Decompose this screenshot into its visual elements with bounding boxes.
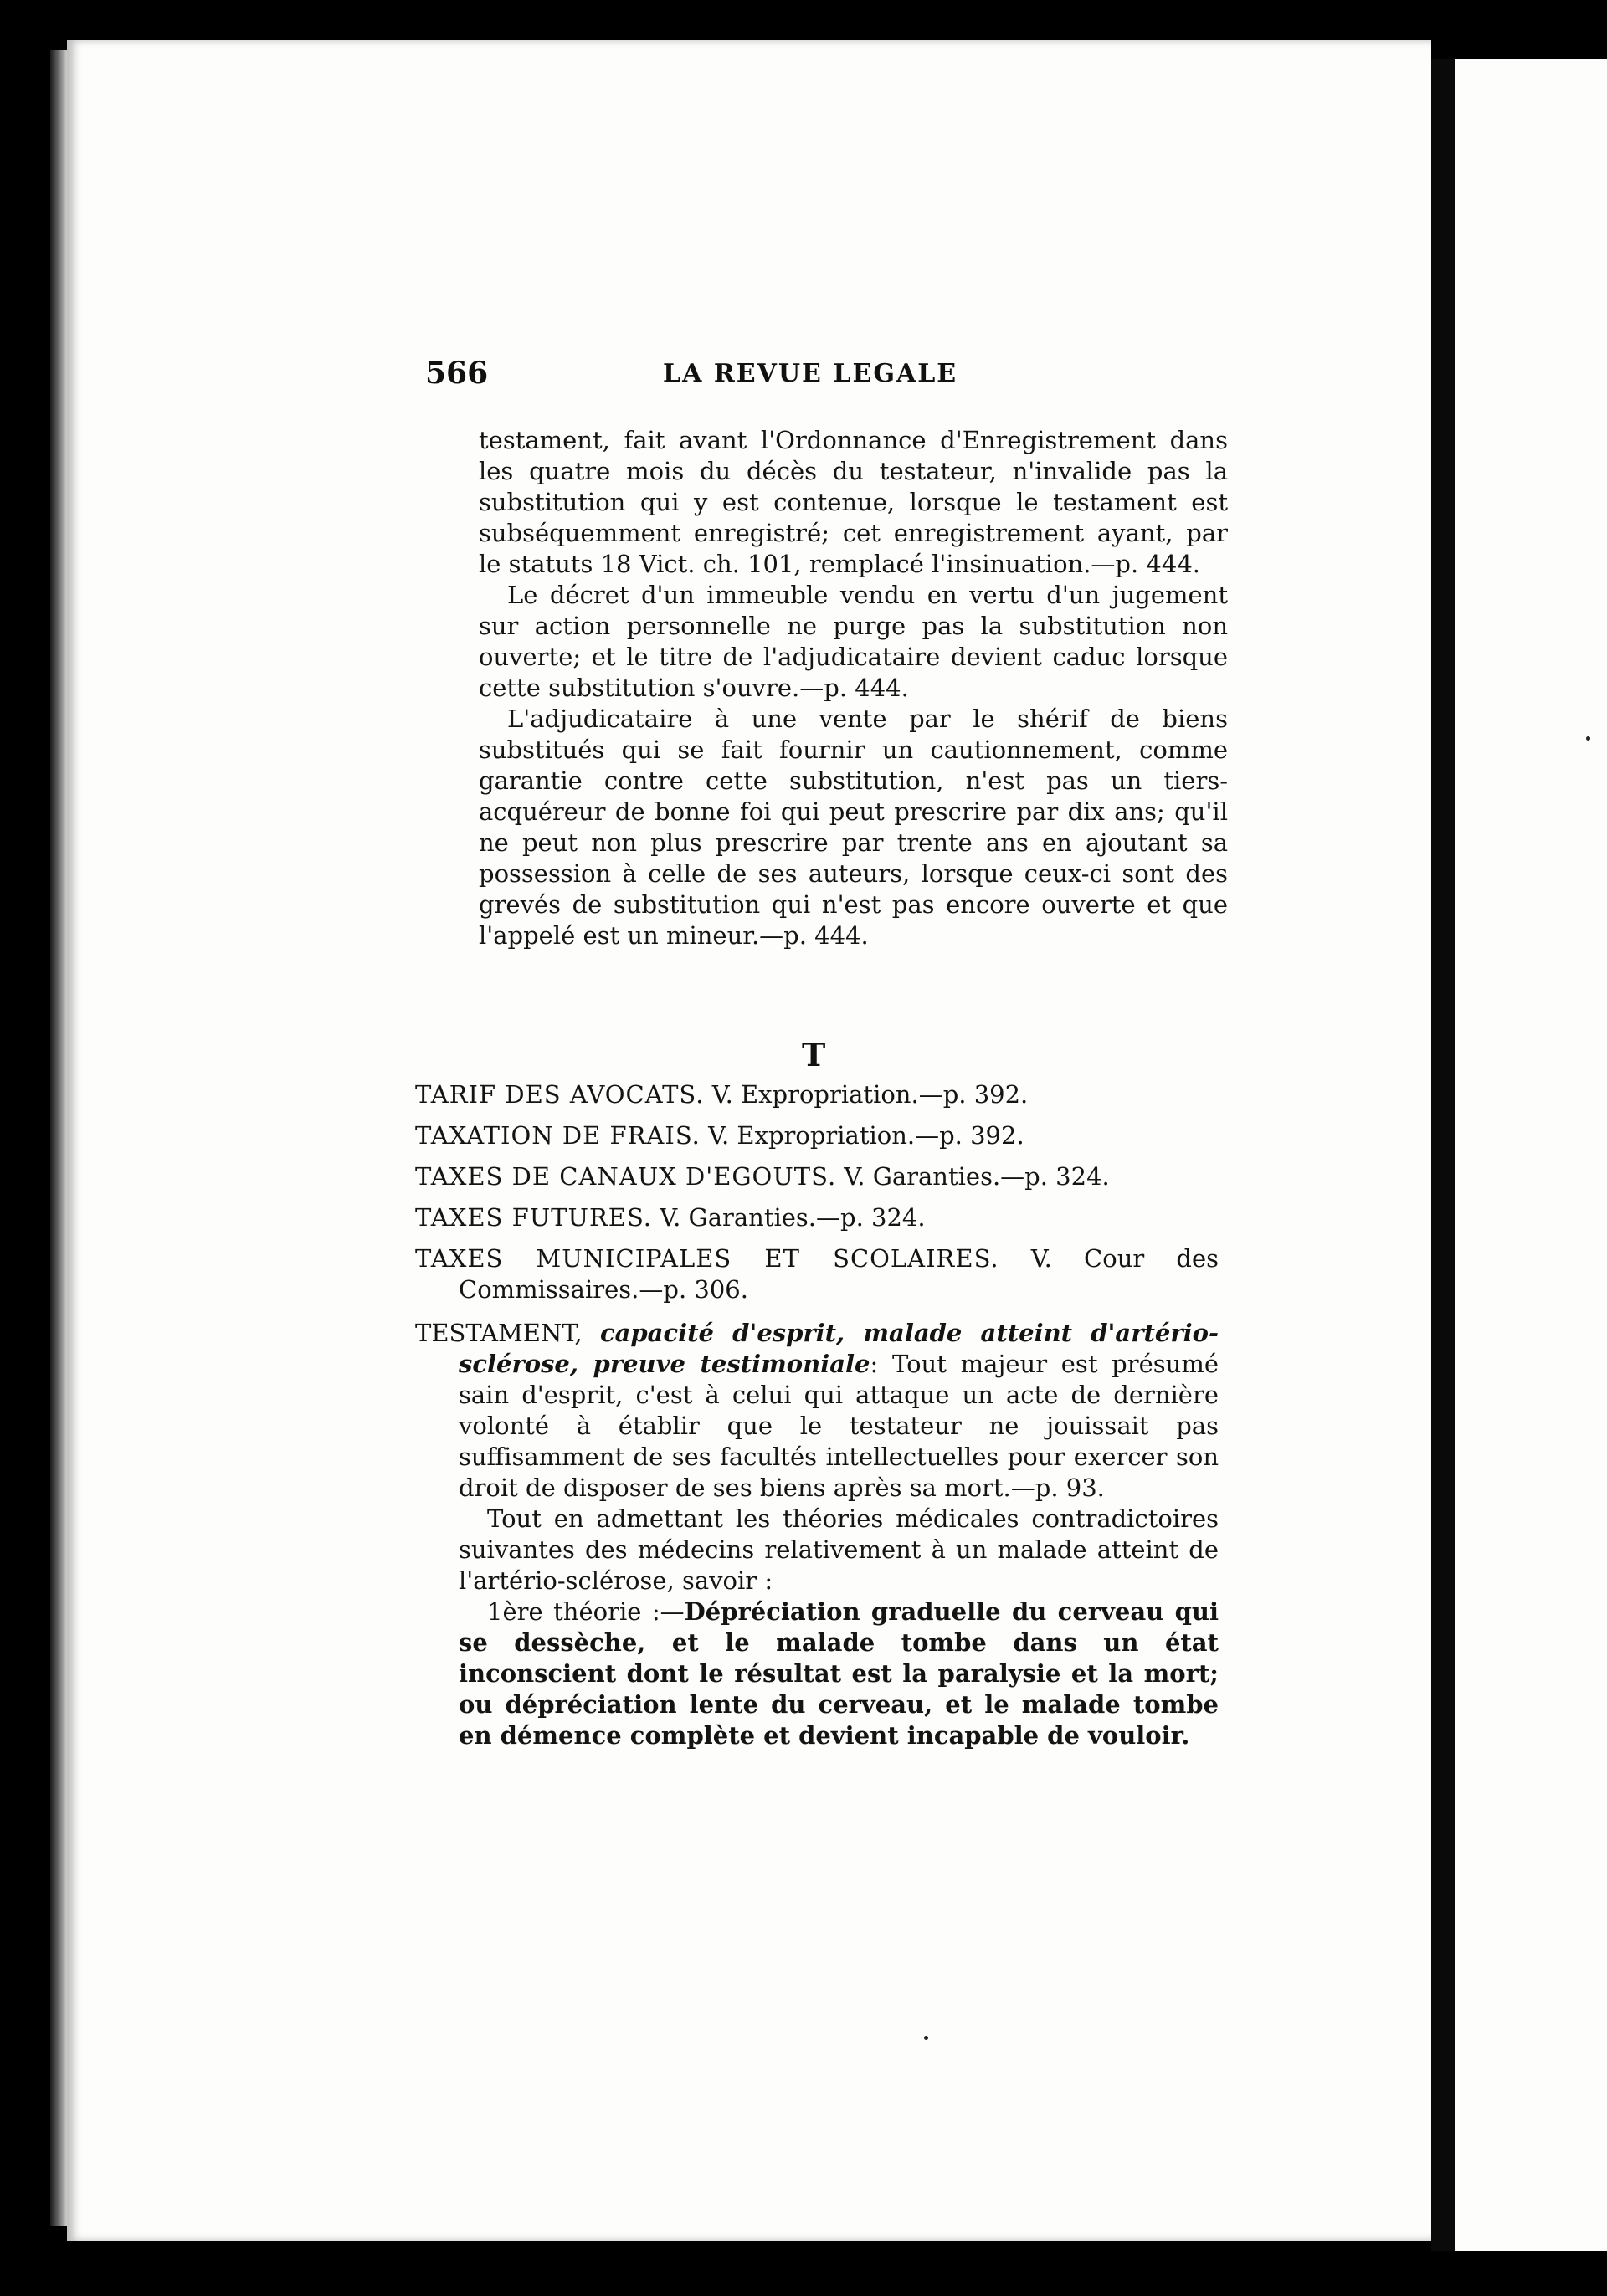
testament-paragraph <box>415 1318 1219 1504</box>
testament-paragraph <box>415 1596 1219 1751</box>
speck <box>924 2036 928 2040</box>
entry-head: TARIF DES AVOCATS. <box>415 1080 705 1109</box>
theory-label: 1ère théorie :— <box>487 1597 685 1626</box>
index-entry <box>415 1120 1219 1151</box>
theory-text: Dépréciation graduelle du cerveau qui se dessèche, et le malade tombe dans un état inconscient dont le résultat est la paralysie et la mort; ou dépréciation lente du cerveau, et le malade tombe en démence complète et devient incapable de vouloir. <box>459 1597 1219 1750</box>
entry-head: TAXES DE CANAUX D'EGOUTS. <box>415 1162 837 1191</box>
entry-head: TAXATION DE FRAIS. <box>415 1121 701 1150</box>
entry-head: TESTAMENT, <box>415 1319 583 1347</box>
index-entry <box>415 1243 1219 1305</box>
page-number: 566 <box>425 356 489 391</box>
testament-paragraph: Tout en admettant les théories médicales contradictoires suivantes des médecins relativement à un malade atteint de l'artério-sclérose, savoir : <box>459 1504 1219 1595</box>
substitution-continuation <box>479 425 1228 951</box>
entry-head: TAXES FUTURES. <box>415 1203 653 1232</box>
paragraph: Le décret d'un immeuble vendu en vertu d'un jugement sur action personnelle ne purge pas la substitution non ouverte; et le titre de l'adjudicataire devient caduc lorsque cette substitution s'ouvre.—p. 444. <box>479 581 1228 702</box>
index-entry <box>415 1202 1219 1233</box>
entry-subhead: capacité d'esprit, malade atteint d'artério-sclérose, preuve testimoniale <box>459 1319 1219 1378</box>
entry-text: V. Cour des Commissaires.—p. 306. <box>459 1244 1219 1304</box>
speck <box>1586 736 1590 741</box>
entry-text: V. Expropriation.—p. 392. <box>711 1080 1029 1109</box>
index-entry <box>415 1079 1219 1110</box>
entry-head: TAXES MUNICIPALES ET SCOLAIRES. <box>415 1244 999 1273</box>
index-entry <box>415 1161 1219 1192</box>
entry-text: V. Garanties.—p. 324. <box>660 1203 926 1232</box>
page-edge-shadow <box>50 50 67 2226</box>
paragraph: testament, fait avant l'Ordonnance d'Enregistrement dans les quatre mois du décès du testateur, n'invalide pas la substitution qui y est contenue, lorsque le testament est subséquemment enregistré; cet enregistrement ayant, par le statuts 18 Vict. ch. 101, remplacé l'insinuation.—p. 444. <box>479 426 1228 578</box>
entry-text: V. Garanties.—p. 324. <box>844 1162 1110 1191</box>
entry-text: V. Expropriation.—p. 392. <box>708 1121 1024 1150</box>
index-entries <box>415 1079 1219 1315</box>
gutter-strip <box>1431 59 1455 2251</box>
section-letter: T <box>802 1036 826 1074</box>
paragraph: L'adjudicataire à une vente par le shérif de biens substitués qui se fait fournir un cautionnement, comme garantie contre cette substitution, n'est pas un tiers-acquéreur de bonne foi qui peut prescrire par dix ans; qu'il ne peut non plus prescrire par trente ans en ajoutant sa possession à celle de ses auteurs, lorsque ceux-ci sont des grevés de substitution qui n'est pas encore ouverte et que l'appelé est un mineur.—p. 444. <box>479 705 1228 950</box>
facing-page-edge <box>1455 59 1607 2251</box>
testament-entry <box>415 1318 1219 1751</box>
running-title: LA REVUE LEGALE <box>663 359 958 388</box>
entry-text: : Tout majeur est présumé sain d'esprit, c'est à celui qui attaque un acte de dernière volonté à établir que le testateur ne jouissait pas suffisamment de ses facultés intellectuelles pour exercer son droit de disposer de ses biens après sa mort.—p. 93. <box>459 1350 1219 1502</box>
